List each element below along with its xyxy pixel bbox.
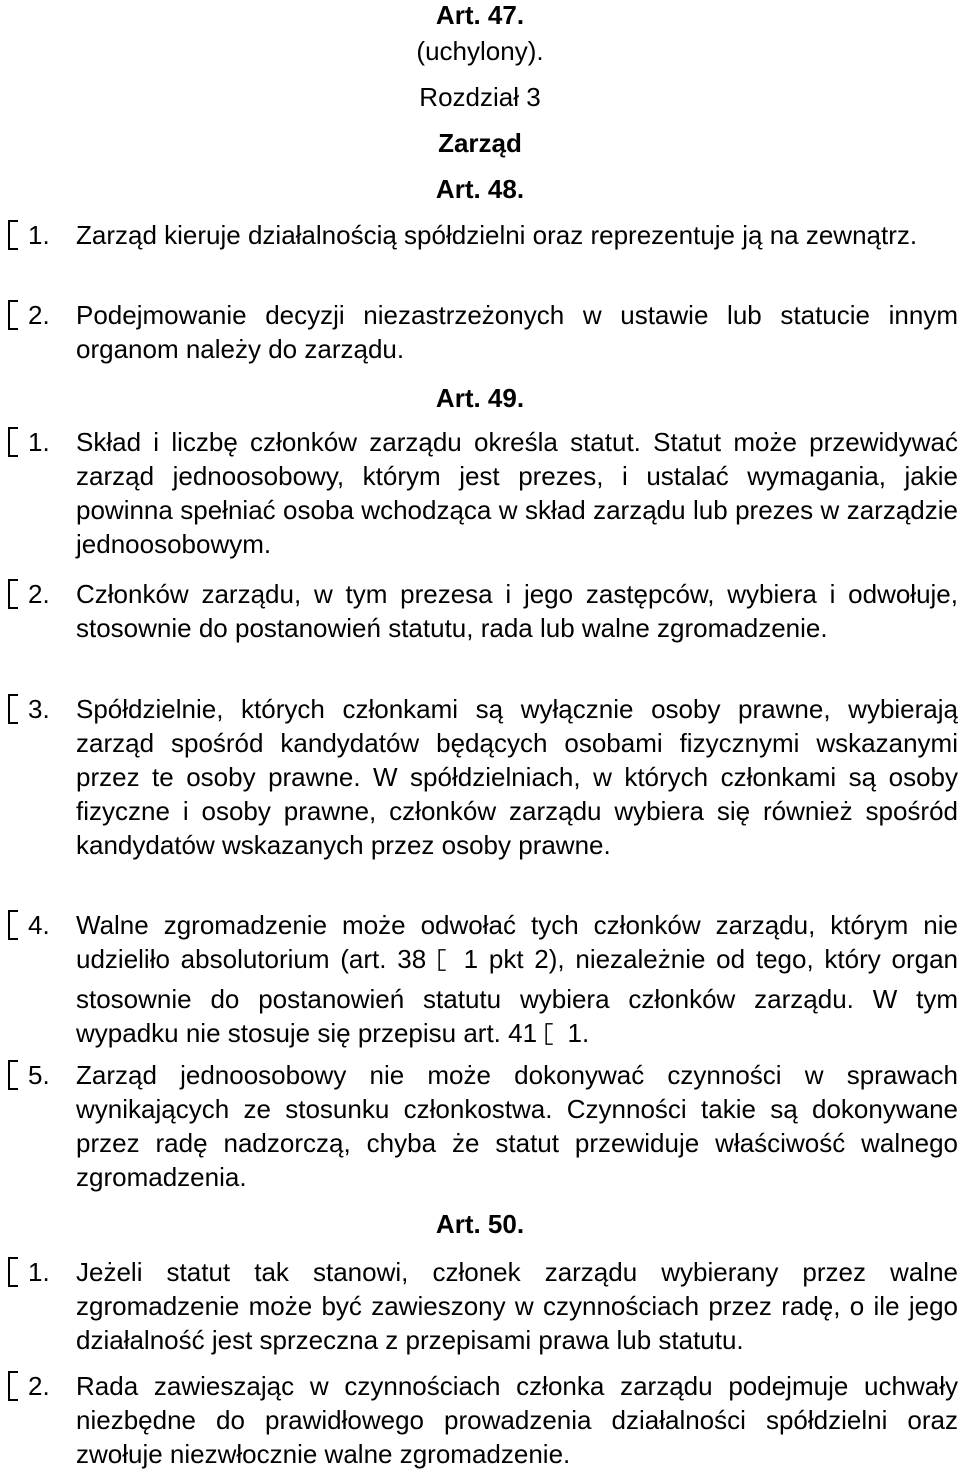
article-47-heading: Art. 47. (435, 0, 525, 30)
section-sign-icon (6, 692, 28, 726)
section-sign-icon (6, 1255, 28, 1289)
section-sign-icon (6, 298, 28, 332)
paragraph-text (76, 908, 958, 1056)
section-sign-icon (544, 1020, 560, 1056)
article-50-heading: Art. 50. (435, 1209, 525, 1239)
paragraph-number: 5. (28, 1060, 50, 1090)
paragraph-text-part: 1 pkt 2), niezależnie od tego, który organ stosownie do postanowień statutu wybiera członków zarządu. W tym wypadku nie stosuje się przepisu art. 41 (76, 944, 958, 1048)
paragraph-text: Członków zarządu, w tym prezesa i jego zastępców, wybiera i odwołuje, stosownie do postanowień statutu, rada lub walne zgromadzenie. (76, 579, 958, 643)
section-sign-icon (6, 425, 28, 459)
paragraph-text: Zarząd kieruje działalnością spółdzielni oraz reprezentuje ją na zewnątrz. (76, 220, 918, 250)
paragraph-number: 2. (28, 579, 50, 609)
section-sign-icon (6, 908, 28, 942)
article-49-heading: Art. 49. (435, 383, 525, 413)
paragraph-text: Zarząd jednoosobowy nie może dokonywać czynności w sprawach wynikających ze stosunku członkostwa. Czynności takie są dokonywane przez radę nadzorczą, chyba że statut przewiduje właściwość walnego zgromadzenia. (76, 1060, 958, 1192)
paragraph-text: Rada zawieszając w czynnościach członka zarządu podejmuje uchwały niezbędne do prawidłowego prowadzenia działalności spółdzielni oraz zwołuje niezwłocznie walne zgromadzenie. (76, 1371, 958, 1469)
section-sign-icon (6, 1058, 28, 1092)
article-47-status: (uchylony). (416, 36, 544, 66)
chapter-heading: Rozdział 3 (419, 82, 541, 112)
paragraph-number: 2. (28, 1371, 50, 1401)
paragraph-text: Skład i liczbę członków zarządu określa statut. Statut może przewidywać zarząd jednoosobowy, którym jest prezes, i ustalać wymagania, jakie powinna spełniać osoba wchodząca w skład zarządu lub prezes w zarządzie jednoosobowym. (76, 427, 958, 559)
paragraph-text: Jeżeli statut tak stanowi, członek zarządu wybierany przez walne zgromadzenie może być zawieszony w czynnościach przez radę, o ile jego działalność jest sprzeczna z przepisami prawa lub statutu. (76, 1257, 958, 1355)
paragraph-number: 3. (28, 694, 50, 724)
paragraph-text: Spółdzielnie, których członkami są wyłącznie osoby prawne, wybierają zarząd spośród kandydatów będących osobami fizycznymi wskazanymi przez te osoby prawne. W spółdzielniach, w których członkami są osoby fizyczne i osoby prawne, członków zarządu wybiera się również spośród kandydatów wskazanych przez osoby prawne. (76, 694, 958, 860)
paragraph-text: Podejmowanie decyzji niezastrzeżonych w ustawie lub statucie innym organom należy do zarządu. (76, 300, 958, 364)
paragraph-number: 1. (28, 427, 50, 457)
section-sign-icon (6, 218, 28, 252)
article-48-heading: Art. 48. (435, 174, 525, 204)
section-sign-icon (6, 577, 28, 611)
chapter-title: Zarząd (438, 128, 522, 158)
section-sign-icon (437, 946, 453, 982)
section-sign-icon (6, 1369, 28, 1403)
paragraph-number: 1. (28, 220, 50, 250)
paragraph-number: 2. (28, 300, 50, 330)
paragraph-text-part: 1. (567, 1018, 590, 1048)
paragraph-number: 1. (28, 1257, 50, 1287)
paragraph-text-part: Walne zgromadzenie może odwołać tych członków zarządu, którym nie udzieliło absolutorium (art. 38 (76, 910, 958, 974)
paragraph-number: 4. (28, 910, 50, 940)
